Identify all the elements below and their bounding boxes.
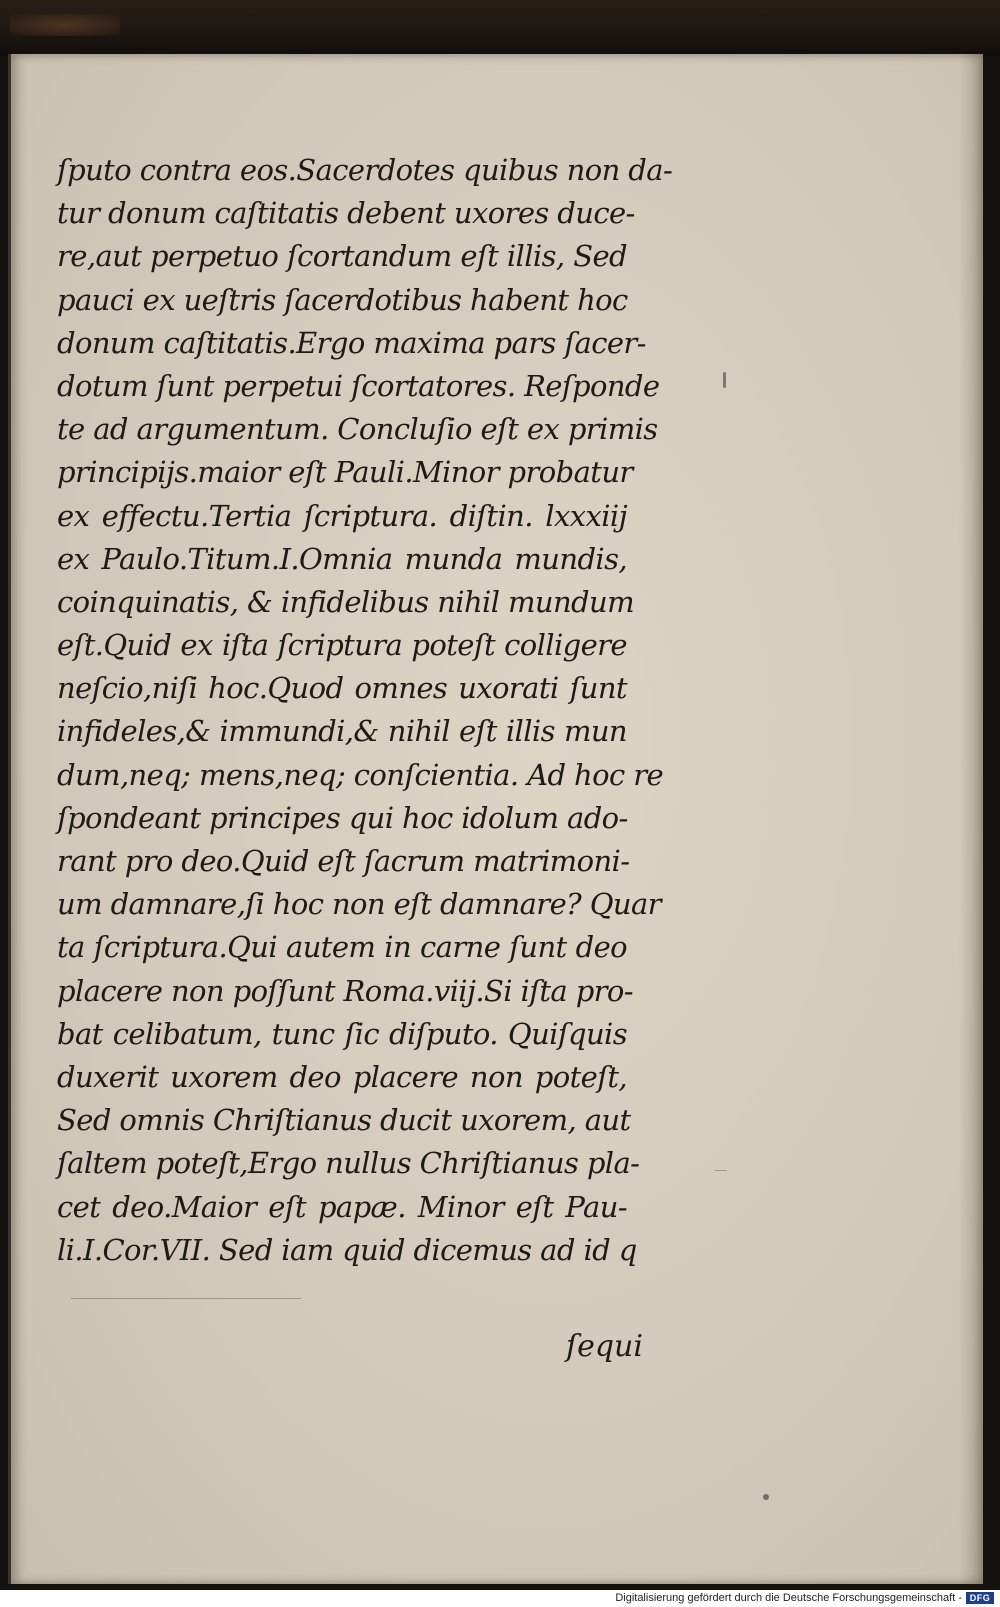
text-line: rant pro deo.Quid eſt ſacrum matrimoni- — [57, 844, 630, 878]
catchword: ſequi — [566, 1329, 643, 1364]
ink-speck — [723, 372, 726, 388]
text-line: Sed omnis Chriſtianus ducit uxorem, aut — [57, 1103, 631, 1138]
text-line: um damnare,ſi hoc non eſt damnare? Quar — [57, 887, 661, 922]
text-line: principijs.maior eſt Pauli.Minor probatur — [57, 455, 633, 490]
text-line: te ad argumentum. Concluſio eſt ex primis — [57, 412, 658, 447]
footer-bar — [0, 1590, 1000, 1607]
text-line: donum caſtitatis.Ergo maxima pars ſacer- — [57, 325, 646, 360]
text-line: ſputo contra eos.Sacerdotes quibus non da- — [57, 153, 673, 187]
text-line: bat celibatum, tunc ſic diſputo. Quiſquis — [57, 1016, 627, 1051]
ink-speck — [763, 1494, 769, 1500]
text-line: ſpondeant principes qui hoc idolum ado- — [57, 800, 628, 835]
text-line: ex effectu.Tertia ſcriptura. diſtin. lxxxiij — [57, 498, 627, 533]
margin-mark — [715, 1170, 727, 1171]
text-line: eſt.Quid ex iſta ſcriptura poteſt colligere — [57, 628, 627, 663]
text-line: ta ſcriptura.Qui autem in carne ſunt deo — [57, 930, 627, 965]
footer-credit: Digitalisierung gefördert durch die Deutsche Forschungsgemeinschaft - — [615, 1592, 962, 1604]
text-line: infideles,& immundi,& nihil eſt illis mun — [57, 714, 627, 749]
text-line: dum,neq; mens,neq; conſcientia. Ad hoc re — [57, 757, 664, 792]
book-top-edge — [0, 0, 1000, 56]
text-line: dotum ſunt perpetui ſcortatores. Reſponde — [57, 368, 660, 403]
text-line: cet deo.Maior eſt papæ. Minor eſt Pau- — [57, 1189, 627, 1224]
text-line: re,aut perpetuo ſcortandum eſt illis, Sed — [57, 239, 627, 274]
text-line: coinquinatis, & infidelibus nihil mundum — [57, 584, 634, 619]
text-line: li.I.Cor.VII. Sed iam quid dicemus ad id q — [57, 1232, 637, 1267]
text-line: tur donum caſtitatis debent uxores duce- — [57, 196, 635, 231]
margin-mark — [71, 1298, 301, 1299]
text-line: placere non poſſunt Roma.viij.Si iſta pro- — [57, 973, 633, 1008]
text-line: ſaltem poteſt,Ergo nullus Chriſtianus pla- — [57, 1146, 640, 1181]
book-page — [8, 54, 983, 1584]
text-line: neſcio,niſi hoc.Quod omnes uxorati ſunt — [57, 671, 627, 706]
text-line: ex Paulo.Titum.I.Omnia munda mundis, — [57, 541, 627, 576]
page-text-block — [57, 149, 673, 1272]
page-shadow — [959, 54, 983, 1584]
text-line: duxerit uxorem deo placere non poteſt, — [57, 1059, 627, 1094]
dfg-logo: DFG — [966, 1592, 994, 1604]
text-line: pauci ex ueſtris ſacerdotibus habent hoc — [57, 282, 628, 317]
